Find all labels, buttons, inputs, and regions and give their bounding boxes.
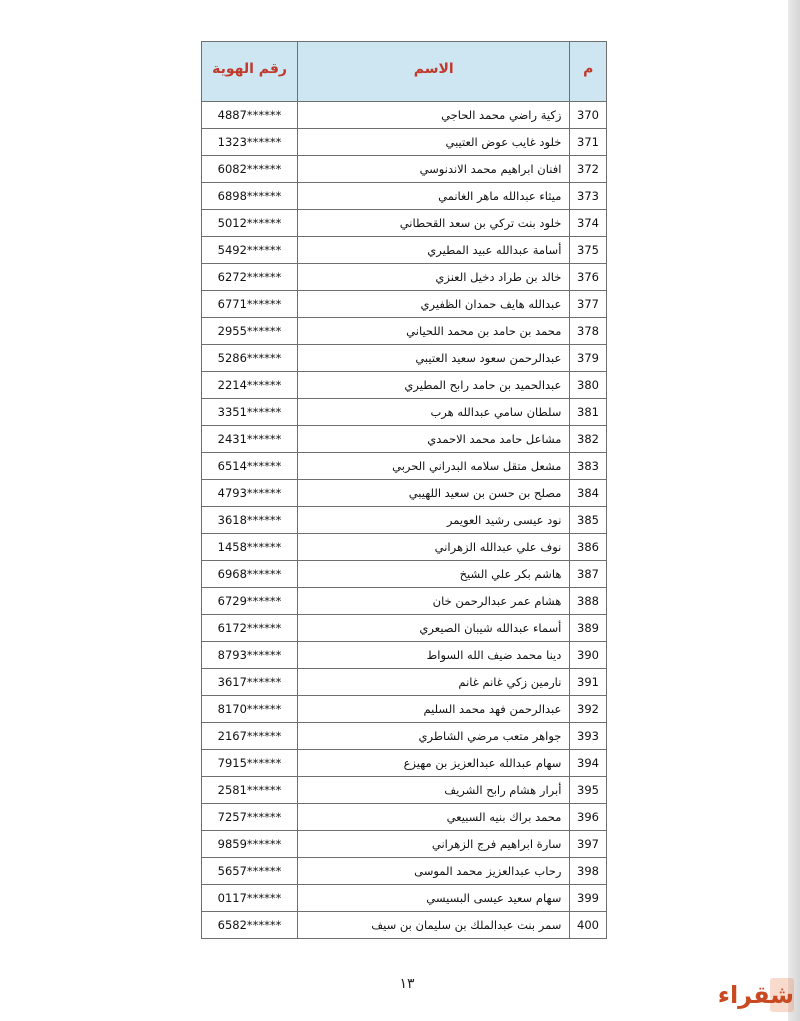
row-id: 1458******	[202, 534, 298, 561]
row-name: مشاعل حامد محمد الاحمدي	[298, 426, 570, 453]
table-row	[202, 210, 607, 237]
row-id: 9859******	[202, 831, 298, 858]
row-id: 6771******	[202, 291, 298, 318]
row-number: 371	[570, 129, 607, 156]
row-name: افنان ابراهيم محمد الاندنوسي	[298, 156, 570, 183]
row-name: عبدالله هايف حمدان الظفيري	[298, 291, 570, 318]
table-row	[202, 156, 607, 183]
row-id: 4793******	[202, 480, 298, 507]
row-number: 399	[570, 885, 607, 912]
row-number: 376	[570, 264, 607, 291]
table-header-row	[202, 42, 607, 102]
row-name: خلود بنت تركي بن سعد القحطاني	[298, 210, 570, 237]
row-number: 373	[570, 183, 607, 210]
header-number: م	[570, 42, 607, 102]
row-number: 375	[570, 237, 607, 264]
row-number: 390	[570, 642, 607, 669]
row-id: 6172******	[202, 615, 298, 642]
row-id: 6514******	[202, 453, 298, 480]
row-id: 6898******	[202, 183, 298, 210]
table-row	[202, 534, 607, 561]
row-name: سهام سعيد عيسى البسيسي	[298, 885, 570, 912]
row-id: 1323******	[202, 129, 298, 156]
table-row	[202, 858, 607, 885]
row-name: أبرار هشام رابح الشريف	[298, 777, 570, 804]
table-row	[202, 750, 607, 777]
logo-text: شقراء	[717, 981, 794, 1009]
table-row	[202, 129, 607, 156]
row-id: 2955******	[202, 318, 298, 345]
table-row	[202, 291, 607, 318]
row-number: 393	[570, 723, 607, 750]
row-name: أسامة عبدالله عبيد المطيري	[298, 237, 570, 264]
row-number: 391	[570, 669, 607, 696]
table-row	[202, 183, 607, 210]
table-row	[202, 480, 607, 507]
names-table	[201, 41, 607, 939]
table-row	[202, 102, 607, 129]
row-id: 8170******	[202, 696, 298, 723]
row-id: 3618******	[202, 507, 298, 534]
row-number: 381	[570, 399, 607, 426]
page-edge	[788, 0, 800, 1021]
row-id: 0117******	[202, 885, 298, 912]
row-number: 394	[570, 750, 607, 777]
table-row	[202, 642, 607, 669]
row-id: 7257******	[202, 804, 298, 831]
row-number: 380	[570, 372, 607, 399]
row-name: سلطان سامي عبدالله هرب	[298, 399, 570, 426]
row-name: مشعل متقل سلامه البدراني الحربي	[298, 453, 570, 480]
site-logo	[717, 976, 794, 1014]
table-row	[202, 777, 607, 804]
row-id: 6582******	[202, 912, 298, 939]
row-id: 6729******	[202, 588, 298, 615]
row-number: 397	[570, 831, 607, 858]
row-name: ميثاء عبدالله ماهر الغانمي	[298, 183, 570, 210]
table-row	[202, 804, 607, 831]
table-row	[202, 588, 607, 615]
table-row	[202, 669, 607, 696]
row-name: سهام عبدالله عبدالعزيز بن مهيزع	[298, 750, 570, 777]
row-id: 6272******	[202, 264, 298, 291]
row-id: 6968******	[202, 561, 298, 588]
table-row	[202, 696, 607, 723]
row-name: نارمين زكي غانم غانم	[298, 669, 570, 696]
table-row	[202, 507, 607, 534]
row-name: هشام عمر عبدالرحمن خان	[298, 588, 570, 615]
row-id: 2581******	[202, 777, 298, 804]
row-name: سمر بنت عبدالملك بن سليمان بن سيف	[298, 912, 570, 939]
row-number: 388	[570, 588, 607, 615]
row-id: 3351******	[202, 399, 298, 426]
row-number: 372	[570, 156, 607, 183]
row-name: هاشم بكر علي الشيخ	[298, 561, 570, 588]
row-number: 392	[570, 696, 607, 723]
row-number: 384	[570, 480, 607, 507]
row-number: 374	[570, 210, 607, 237]
row-number: 396	[570, 804, 607, 831]
table-row	[202, 237, 607, 264]
row-name: محمد بن حامد بن محمد اللحياني	[298, 318, 570, 345]
row-id: 5286******	[202, 345, 298, 372]
row-id: 5657******	[202, 858, 298, 885]
row-name: أسماء عبدالله شيبان الصيعري	[298, 615, 570, 642]
table-row	[202, 453, 607, 480]
row-id: 7915******	[202, 750, 298, 777]
row-number: 389	[570, 615, 607, 642]
table-row	[202, 345, 607, 372]
row-number: 385	[570, 507, 607, 534]
row-name: عبدالرحمن فهد محمد السليم	[298, 696, 570, 723]
row-number: 387	[570, 561, 607, 588]
row-number: 370	[570, 102, 607, 129]
row-name: دينا محمد ضيف الله السواط	[298, 642, 570, 669]
row-id: 8793******	[202, 642, 298, 669]
table-body	[202, 102, 607, 939]
table-row	[202, 372, 607, 399]
row-name: خالد بن طراد دخيل العنزي	[298, 264, 570, 291]
header-id: رقم الهوية	[202, 42, 298, 102]
row-name: عبدالرحمن سعود سعيد العتيبي	[298, 345, 570, 372]
row-number: 382	[570, 426, 607, 453]
table-row	[202, 723, 607, 750]
row-id: 2167******	[202, 723, 298, 750]
table-row	[202, 318, 607, 345]
row-name: رحاب عبدالعزيز محمد الموسى	[298, 858, 570, 885]
row-name: عبدالحميد بن حامد رابح المطيري	[298, 372, 570, 399]
row-name: مصلح بن حسن بن سعيد اللهيبي	[298, 480, 570, 507]
row-number: 386	[570, 534, 607, 561]
row-id: 5012******	[202, 210, 298, 237]
row-name: خلود غايب عوض العتيبي	[298, 129, 570, 156]
row-number: 400	[570, 912, 607, 939]
row-number: 383	[570, 453, 607, 480]
page-number: ١٣	[399, 976, 415, 992]
table-row	[202, 831, 607, 858]
table-row	[202, 561, 607, 588]
row-name: محمد براك بنيه السبيعي	[298, 804, 570, 831]
table-row	[202, 426, 607, 453]
row-number: 398	[570, 858, 607, 885]
row-number: 377	[570, 291, 607, 318]
row-name: زكية راضي محمد الحاجي	[298, 102, 570, 129]
row-id: 2431******	[202, 426, 298, 453]
row-number: 395	[570, 777, 607, 804]
row-id: 3617******	[202, 669, 298, 696]
table-row	[202, 264, 607, 291]
row-name: نود عيسى رشيد العويمر	[298, 507, 570, 534]
row-id: 6082******	[202, 156, 298, 183]
row-number: 378	[570, 318, 607, 345]
row-id: 5492******	[202, 237, 298, 264]
header-name: الاسم	[298, 42, 570, 102]
table-row	[202, 399, 607, 426]
row-id: 4887******	[202, 102, 298, 129]
table-row	[202, 912, 607, 939]
table-row	[202, 885, 607, 912]
table-row	[202, 615, 607, 642]
row-name: جواهر متعب مرضي الشاطري	[298, 723, 570, 750]
row-name: نوف علي عبدالله الزهراني	[298, 534, 570, 561]
row-name: سارة ابراهيم فرج الزهراني	[298, 831, 570, 858]
row-number: 379	[570, 345, 607, 372]
row-id: 2214******	[202, 372, 298, 399]
